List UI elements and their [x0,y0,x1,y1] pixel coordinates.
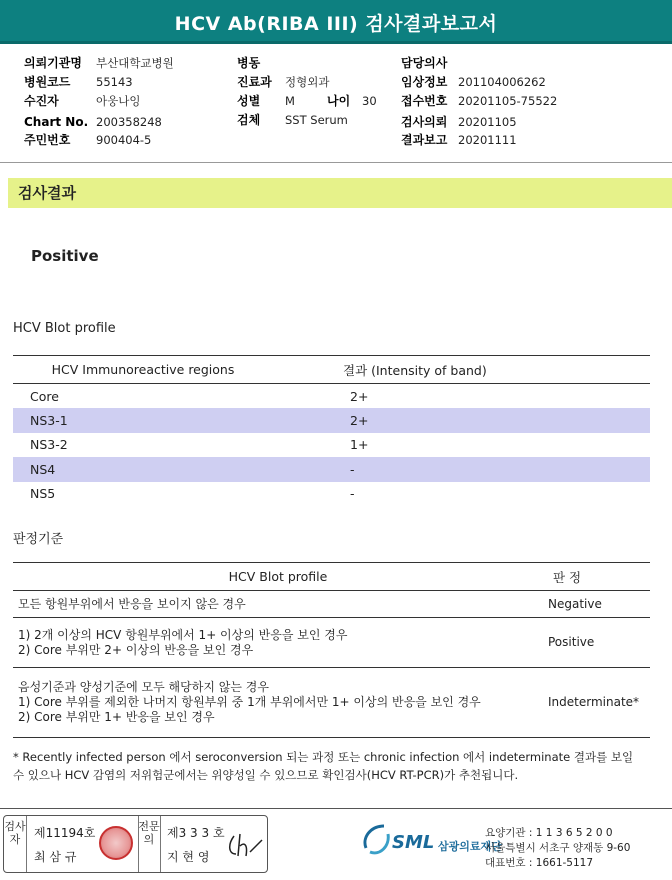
criteria-table [13,562,650,738]
region-cell: NS3-1 [13,408,333,433]
info-label: 병원코드 [24,75,71,89]
signature-box [3,815,268,873]
info-label: 의뢰기관명 [24,56,82,70]
column-header: 판 정 [543,563,650,591]
info-label: 결과보고 [401,133,448,147]
criteria-title: 판정기준 [13,532,64,547]
criteria-line: 1) Core 부위를 제외한 나머지 항원부위 중 1개 부위에서만 1+ 이상의 반응을 보인 경우 [18,695,481,709]
result-cell: 2+ [333,408,650,433]
info-label: 수진자 [24,94,59,108]
info-value: 정형외과 [285,75,330,89]
result-cell: - [333,457,650,482]
examiner-name: 최 삼 규 [34,850,77,864]
info-value: 20201105 [458,115,517,129]
footnote-line: 수 있으나 HCV 감염의 저위험군에서는 위양성일 수 있으므로 확인검사(HCV RT-PCR)가 추천됩니다. [13,768,519,782]
judgement-cell: Negative [543,591,650,618]
criteria-line: 음성기준과 양성기준에 모두 해당하지 않는 경우 [18,680,269,694]
info-label: 병동 [237,56,261,70]
info-label: 진료과 [237,75,272,89]
address: 서울특별시 서초구 양재동 9-60 [485,842,631,854]
region-cell: NS3-2 [30,437,68,453]
info-value: 20201105-75522 [458,94,558,108]
criteria-line: 모든 항원부위에서 반응을 보이지 않은 경우 [18,596,246,611]
seal-icon [99,826,133,860]
column-header: HCV Immunoreactive regions [13,356,333,384]
region-cell: NS4 [13,457,333,482]
info-value: 200358248 [96,115,162,129]
divider [26,816,27,872]
region-cell: Core [30,388,59,404]
divider [0,808,672,809]
org-name: 삼광의료재단 [438,840,502,853]
info-label: 접수번호 [401,94,448,108]
info-value: SST Serum [285,113,348,127]
info-value: 30 [362,94,377,108]
divider [0,162,672,163]
blot-profile-table [13,355,650,506]
info-label: Chart No. [24,115,89,129]
criteria-line: 2) Core 부위만 2+ 이상의 반응을 보인 경우 [18,642,254,657]
result-cell: - [350,486,355,502]
criteria-line: 2) Core 부위만 1+ 반응을 보인 경우 [18,710,215,724]
info-value: M [285,94,295,108]
info-value: 부산대학교병원 [96,56,174,70]
footnote [13,748,653,784]
info-label: 임상정보 [401,75,448,89]
table-row [13,433,650,458]
info-label: 성별 [237,94,261,108]
criteria-cell [13,668,543,738]
overall-result: Positive [31,247,99,265]
region-cell: NS5 [30,486,56,502]
report-header [0,0,672,44]
table-row [13,384,650,409]
result-cell: 2+ [350,388,369,404]
info-value: 201104006262 [458,75,546,89]
info-value: 900404-5 [96,133,152,147]
table-row [13,482,650,507]
divider [160,816,161,872]
section-bar [8,178,672,208]
blot-profile-title: HCV Blot profile [13,321,116,336]
info-label: 검사의뢰 [401,115,448,129]
column-header: HCV Blot profile [13,563,543,591]
judgement-cell: Indeterminate* [543,668,650,738]
judgement-cell: Positive [543,618,650,668]
table-row [13,591,650,618]
institution-code: 요양기관 : 1 1 3 6 5 2 0 0 [485,827,613,839]
table-header-row [13,356,650,384]
sml-logo-icon [362,822,392,858]
table-row [13,457,650,482]
phone-number: 대표번호 : 1661-5117 [485,857,594,869]
table-row [13,408,650,433]
info-value: 20201111 [458,133,517,147]
logo-text: SML [392,832,435,853]
report-title: HCV Ab(RIBA III) 검사결과보고서 [174,13,498,35]
specialist-license: 제3 3 3 호 [167,826,225,840]
footnote-line: * Recently infected person 에서 seroconversion 되는 과정 또는 chronic infection 에서 indeterminate 결과를 보일 [13,750,634,764]
criteria-line: 1) 2개 이상의 HCV 항원부위에서 1+ 이상의 반응을 보인 경우 [18,627,348,642]
specialist-name: 지 현 영 [167,850,210,864]
info-label: 담당의사 [401,56,448,70]
result-cell: 1+ [350,437,369,453]
examiner-label: 검사자 [4,820,26,846]
table-row [13,668,650,738]
criteria-cell [13,618,543,668]
specialist-label: 전문의 [138,820,160,846]
section-title: 검사결과 [18,184,76,202]
info-label: 주민번호 [24,133,71,147]
column-header: 결과 (Intensity of band) [333,356,650,384]
table-header-row [13,563,650,591]
info-value: 55143 [96,75,133,89]
info-label: 검체 [237,113,261,127]
examiner-license: 제11194호 [34,826,96,840]
table-row [13,618,650,668]
signature-icon [226,830,266,860]
info-value: 아웅나잉 [96,94,141,108]
criteria-cell [13,591,543,618]
info-label: 나이 [327,94,351,108]
